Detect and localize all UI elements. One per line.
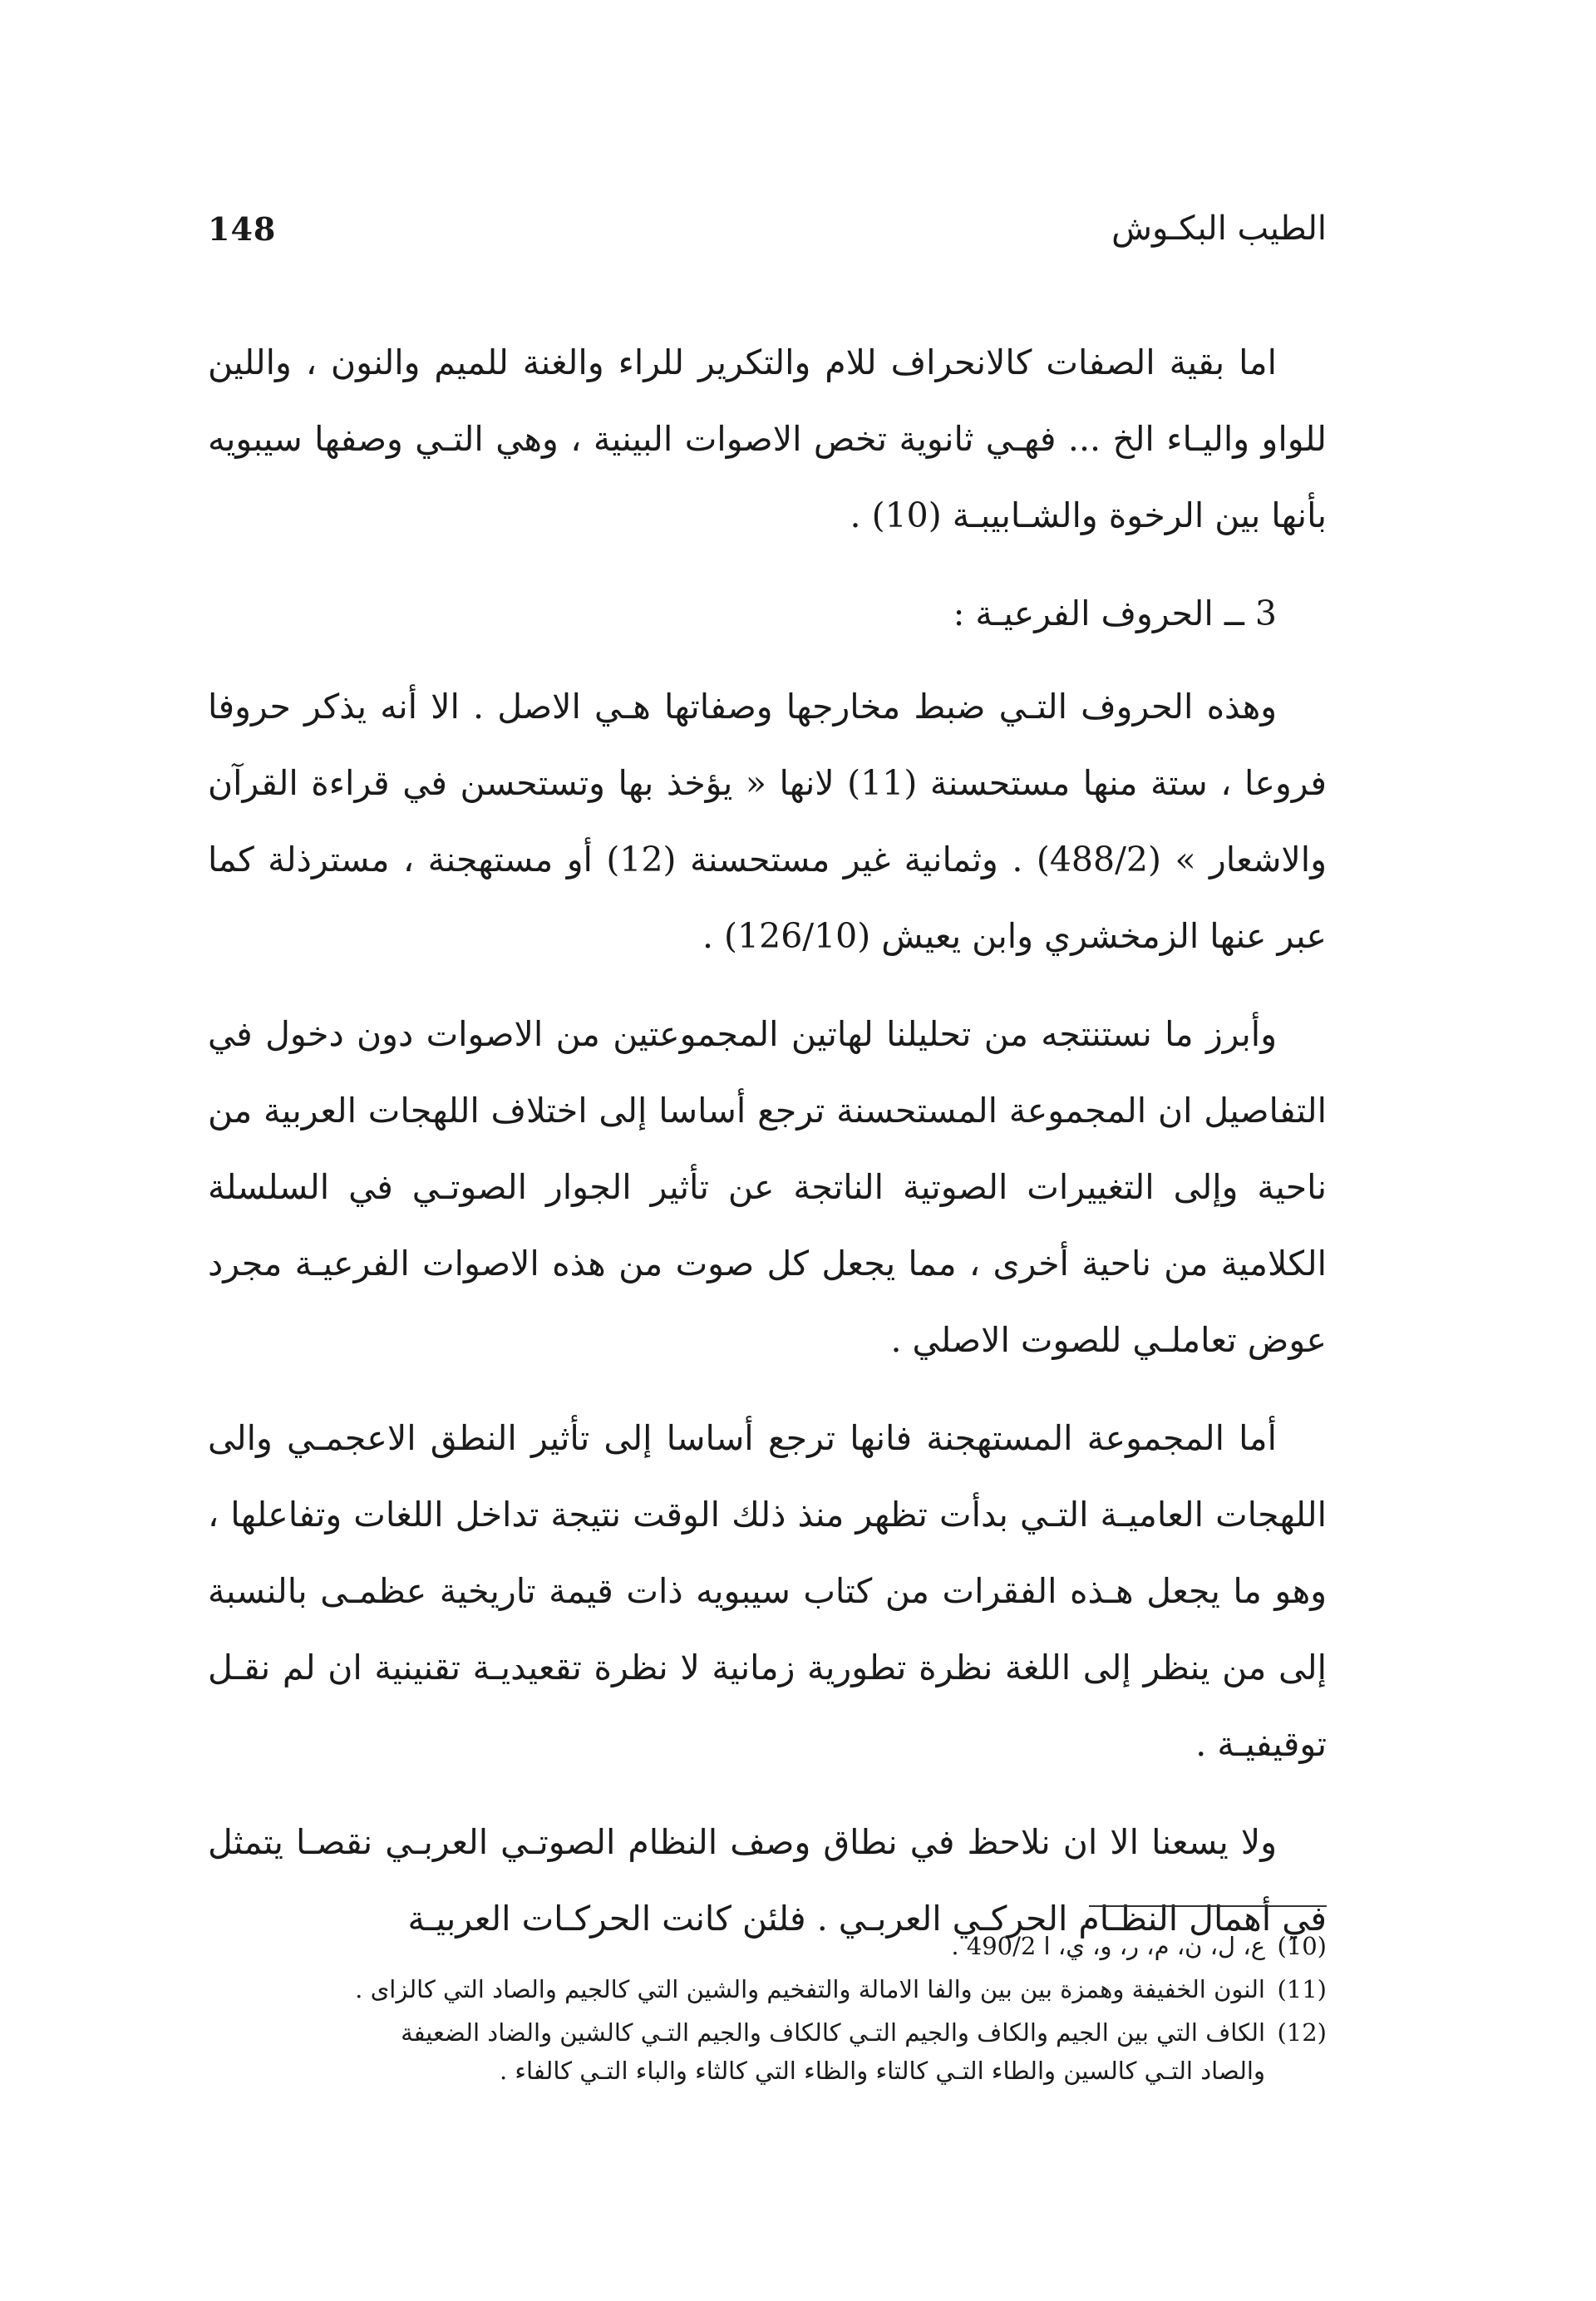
section-heading: 3 ــ الحروف الفرعيـة : bbox=[953, 594, 1277, 633]
paragraph-1: اما بقية الصفات كالانحراف للام والتكرير للراء والغنة للميم والنون ، واللين للواو واليـاء الخ ... فهـي ثانوية تخص الاصوات البينية ، وهي التـي وصفها سيبويه بأنها بين الرخوة والشـابيبـة (10) . bbox=[208, 342, 1327, 535]
footnote-item bbox=[208, 1927, 1327, 1965]
footnote-item bbox=[208, 1970, 1327, 2008]
footnote-line: الكاف التي بين الجيم والكاف والجيم التـي كالكاف والجيم التـي كالشين والضاد الضعيفة bbox=[401, 2018, 1265, 2047]
footnote-number: (11) bbox=[1277, 1975, 1327, 2003]
footnote-divider bbox=[1089, 1905, 1327, 1907]
footnote-line: النون الخفيفة وهمزة بين بين والفا الامالة والتفخيم والشين التي كالجيم والصاد التي كالزاى . bbox=[355, 1975, 1265, 2003]
footnote-number: (10) bbox=[1277, 1932, 1327, 1960]
page-number: 148 bbox=[208, 209, 277, 248]
footnote-text bbox=[208, 2013, 1265, 2090]
paragraph-3: وأبرز ما نستنتجه من تحليلنا لهاتين المجموعتين من الاصوات دون دخول في التفاصيل ان المجموعة المستحسنة ترجع أساسا إلى اختلاف اللهجات العربية من ناحية وإلى التغييرات الصوتية الناتجة عن تأثير الجوار الصوتـي في السلسلة الكلامية من ناحية أخرى ، مما يجعل كل صوت من هذه الاصوات الفرعيـة مجرد عوض تعاملـي للصوت الاصلي . bbox=[208, 1014, 1327, 1360]
footnote-line: ع، ل، ن، م، ر، و، ي، ا 490/2 . bbox=[951, 1932, 1265, 1960]
running-head bbox=[208, 200, 1327, 258]
footnotes bbox=[208, 1927, 1327, 2095]
running-title: الطيب البكـوش bbox=[1111, 209, 1327, 248]
paragraph-5: ولا يسعنا الا ان نلاحظ في نطاق وصف النظام الصوتـي العربـي نقصـا يتمثل في أهمال النظـام الحركـي العربـي . فلئن كانت الحركـات العربيـة bbox=[208, 1822, 1327, 1939]
body-text bbox=[208, 324, 1327, 1978]
footnote-line: والصاد التـي كالسين والطاء التـي كالتاء والظاء التي كالثاء والباء التـي كالفاء . bbox=[499, 2057, 1265, 2085]
footnote-text bbox=[208, 1927, 1265, 1965]
paragraph-2: وهذه الحروف التـي ضبط مخارجها وصفاتها هـي الاصل . الا أنه يذكر حروفا فروعا ، ستة منها مستحسنة (11) لانها « يؤخذ بها وتستحسن في قراءة القرآن والاشعار » (488/2) . وثمانية غير مستحسنة (12) أو مستهجنة ، مسترذلة كما عبر عنها الزمخشري وابن يعيش (126/10) . bbox=[208, 687, 1327, 956]
footnote-item bbox=[208, 2013, 1327, 2090]
footnote-number: (12) bbox=[1277, 2018, 1327, 2047]
footnote-text bbox=[208, 1970, 1265, 2008]
paragraph-4: أما المجموعة المستهجنة فانها ترجع أساسا إلى تأثير النطق الاعجمـي والى اللهجات العاميـة التـي بدأت تظهر منذ ذلك الوقت نتيجة تداخل اللغات وتفاعلها ، وهو ما يجعل هـذه الفقرات من كتاب سيبويه ذات قيمة تاريخية عظمـى بالنسبة إلى من ينظر إلى اللغة نظرة تطورية زمانية لا نظرة تقعيديـة تقنينية ان لم نقـل توقيفيـة . bbox=[208, 1418, 1327, 1764]
